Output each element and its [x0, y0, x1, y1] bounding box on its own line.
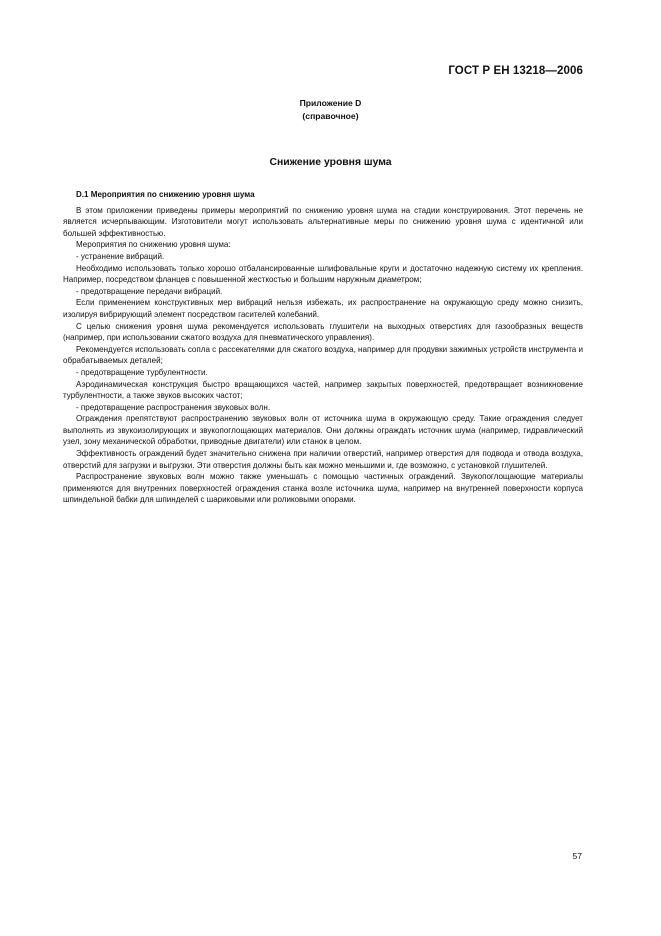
- list-item: - предотвращение передачи вибраций.: [76, 286, 223, 296]
- document-code: ГОСТ Р ЕН 13218—2006: [448, 65, 583, 77]
- paragraph: Эффективность ограждений будет значительно снижена при наличии отверстий, например отверстия для подвода и отвода воздуха, отверстий для загрузки и выгрузки. Эти отверстия должны быть как можно меньшими и, где возможно, с установкой глушителей.: [63, 449, 583, 470]
- paragraph: С целью снижения уровня шума рекомендуется использовать глушители на выходных отверстиях для газообразных веществ (например, при использовании сжатого воздуха для пневматического управления).: [63, 321, 583, 343]
- paragraph: Мероприятия по снижению уровня шума:: [76, 240, 231, 250]
- appendix-label: Приложение D: [299, 98, 362, 108]
- paragraph: В этом приложении приведены примеры мероприятий по снижению уровня шума на стадии конструирования. Этот перечень не является исчерпывающим. Изготовители могут использовать альтернативные меры по снижению уровня шума с идентичной или большей эффективностью.: [63, 205, 583, 238]
- section-content: [63, 189, 583, 506]
- section-heading: D.1 Мероприятия по снижению уровня шума: [76, 190, 255, 199]
- paragraph: Если применением конструктивных мер вибраций нельзя избежать, их распространение на окружающую среду можно снизить, изолируя вибрирующий элемент посредством гасителей колебаний.: [63, 298, 583, 319]
- paragraph: Рекомендуется использовать сопла с рассекателями для сжатого воздуха, например для продувки зажимных устройств инструмента и обрабатываемых деталей;: [63, 344, 583, 366]
- appendix-type: (справочное): [302, 111, 359, 121]
- appendix-label-block: [0, 97, 661, 123]
- list-item: - устранение вибраций.: [76, 251, 165, 261]
- page-title: Снижение уровня шума: [269, 157, 392, 168]
- list-item: - предотвращение распространения звуковых волн.: [76, 402, 271, 412]
- page-number: 57: [572, 851, 582, 861]
- paragraph: Аэродинамическая конструкция быстро вращающихся частей, например закрытых поверхностей, предотвращает возникновение турбулентности, а также звуков высоких частот;: [63, 379, 583, 401]
- paragraph: Распространение звуковых волн можно также уменьшать с помощью частичных ограждений. Звукопоглощающие материалы применяются для внутренних поверхностей ограждения станка возле источника шума, например на внутренней поверхности корпуса шпиндельной бабки для шпинделей с шариковыми или роликовыми опорами.: [63, 472, 583, 505]
- paragraph: Необходимо использовать только хорошо отбалансированные шлифовальные круги и достаточно надежную систему их крепления. Например, посредством фланцев с повышенной жесткостью и большим наружным диаметром;: [63, 263, 583, 285]
- list-item: - предотвращение турбулентности.: [76, 367, 208, 377]
- paragraph: Ограждения препятствуют распространению звуковых волн от источника шума в окружающую среду. Такие ограждения следует выполнять из звукоизолирующих и звукопоглощающих материалов. Они должны ограждать источник шума (например, гидравлический узел, зону механической обработки, приводные двигатели) или станок в целом.: [63, 414, 583, 447]
